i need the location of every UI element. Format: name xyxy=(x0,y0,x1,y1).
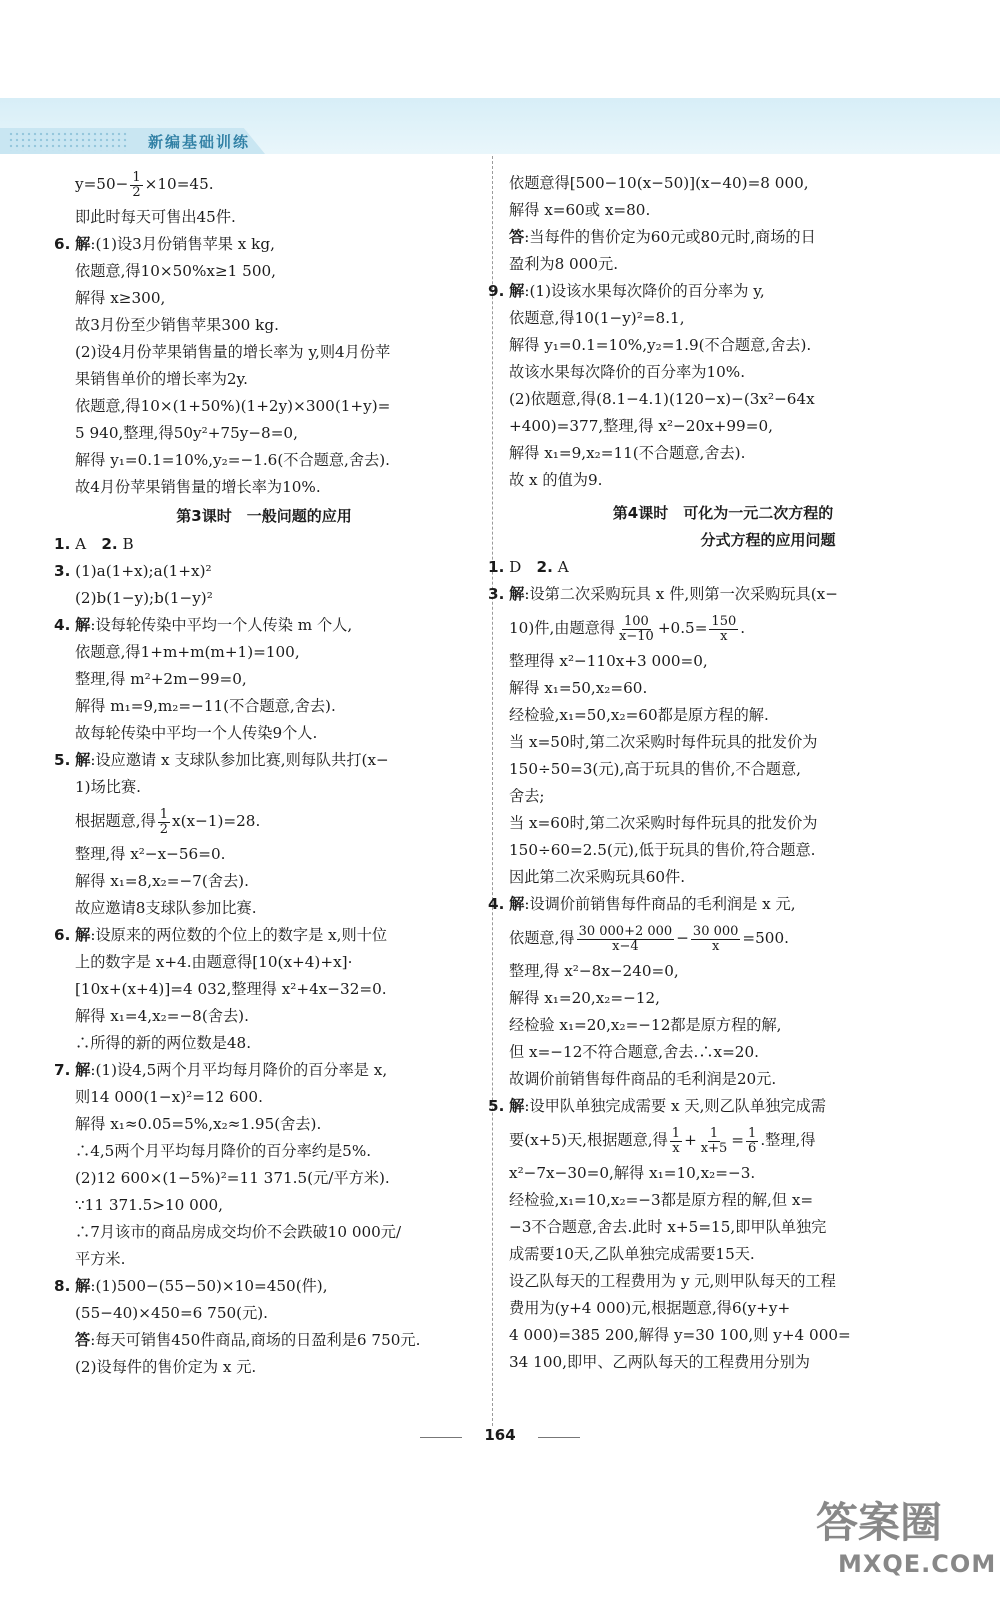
top-margin xyxy=(0,0,1000,98)
text-line: 解得 x₁=9,x₂=11(不合题意,舍去). xyxy=(509,444,746,462)
text-line: 经检验,x₁=50,x₂=60都是原方程的解. xyxy=(509,706,769,724)
text-line: 整理,得 x²−8x−240=0, xyxy=(509,962,679,980)
text-line: 经检验,x₁=10,x₂=−3都是原方程的解,但 x= xyxy=(509,1191,814,1209)
text-line: 解得 x₁=50,x₂=60. xyxy=(509,679,648,697)
section-title-lesson-3: 第3课时 一般问题的应用 xyxy=(176,507,352,525)
header-dot-pattern xyxy=(8,131,128,151)
text-line: 依题意得[500−10(x−50)](x−40)=8 000, xyxy=(509,174,809,192)
text-line: 根据题意,得 $\frac{1}{2}$ x(x−1)=28. xyxy=(75,806,261,837)
text-line: 解得 y₁=0.1=10%,y₂=−1.6(不合题意,舍去). xyxy=(75,451,390,469)
text-line: 故每轮传染中平均一个人传染9个人. xyxy=(75,724,318,742)
fraction: $\frac{30 000+2 000}{x-4}$ xyxy=(578,923,673,954)
text-line: 解得 m₁=9,m₂=−11(不合题意,舍去). xyxy=(75,697,336,715)
text-line: 依题意,得10×(1+50%)(1+2y)×300(1+y)= xyxy=(75,397,391,415)
text-line: 1)场比赛. xyxy=(75,778,141,796)
text-line: 故调价前销售每件商品的毛利润是20元. xyxy=(509,1070,777,1088)
text-line: ∴7月该市的商品房成交均价不会跌破10 000元/ xyxy=(75,1223,402,1241)
text-line: 因此第二次采购玩具60件. xyxy=(509,868,686,886)
text-line: 经检验 x₁=20,x₂=−12都是原方程的解, xyxy=(509,1016,782,1034)
fraction: $\frac{30 000}{x}$ xyxy=(692,923,739,954)
text-line: 依题意,得 $\frac{30 000+2 000}{x-4}$ − $\frac{30 000}{x}$ =500. xyxy=(509,923,789,954)
right-column xyxy=(488,170,918,1376)
text-line: [10x+(x+4)]=4 032,整理得 x²+4x−32=0. xyxy=(75,980,387,998)
text-line: 费用为(y+4 000)元,根据题意,得6(y+y+ xyxy=(509,1299,791,1317)
watermark-logo: 答案圈 xyxy=(816,1498,943,1547)
problem-5: 5. 解:设应邀请 x 支球队参加比赛,则每队共打(x− xyxy=(54,751,389,769)
answer-line: 答:每天可销售450件商品,商场的日盈利是6 750元. xyxy=(75,1331,421,1349)
text-line: 150÷50=3(元),高于玩具的售价,不合题意, xyxy=(509,760,802,778)
text-line: 解得 y₁=0.1=10%,y₂=1.9(不合题意,舍去). xyxy=(509,336,812,354)
problem-5: 5. 解:设甲队单独完成需要 x 天,则乙队单独完成需 xyxy=(488,1097,826,1115)
text-line: 盈利为8 000元. xyxy=(509,255,619,273)
problem-8: 8. 解:(1)500−(55−50)×10=450(件), xyxy=(54,1277,328,1295)
text-line: 当 x=60时,第二次采购时每件玩具的批发价为 xyxy=(509,814,818,832)
text-line: 依题意,得10(1−y)²=8.1, xyxy=(509,309,685,327)
header-title: 新编基础训练 xyxy=(148,133,251,151)
text-line: 要(x+5)天,根据题意,得 $\frac{1}{x}$ + $\frac{1}{x+5}$ = $\frac{1}{6}$ .整理,得 xyxy=(509,1125,816,1156)
problem-4: 4. 解:设调价前销售每件商品的毛利润是 x 元, xyxy=(488,895,796,913)
text-line: 整理,得 m²+2m−99=0, xyxy=(75,670,247,688)
fraction: $\frac{1}{2}$ xyxy=(132,169,141,200)
text-line: 依题意,得1+m+m(m+1)=100, xyxy=(75,643,300,661)
fraction: $\frac{1}{x+5}$ xyxy=(700,1125,728,1156)
text-line: 整理,得 x²−x−56=0. xyxy=(75,845,226,863)
text-line: 解得 x₁=4,x₂=−8(舍去). xyxy=(75,1007,249,1025)
problem-4: 4. 解:设每轮传染中平均一个人传染 m 个人, xyxy=(54,616,353,634)
problem-6: 6. 解:(1)设3月份销售苹果 x kg, xyxy=(54,235,275,253)
text-line: 平方米. xyxy=(75,1250,126,1268)
text-line: ∵11 371.5>10 000, xyxy=(75,1196,223,1214)
fraction: $\frac{1}{2}$ xyxy=(159,806,169,837)
text-line: 故3月份至少销售苹果300 kg. xyxy=(75,316,279,334)
text-line: +400)=377,整理,得 x²−20x+99=0, xyxy=(509,417,773,435)
answer-line: 答:当每件的售价定为60元或80元时,商场的日 xyxy=(509,228,816,246)
fraction: $\frac{1}{6}$ xyxy=(748,1125,757,1156)
text-line: 舍去; xyxy=(509,787,545,805)
text-line: 4 000)=385 200,解得 y=30 100,则 y+4 000= xyxy=(509,1326,851,1344)
problem-7: 7. 解:(1)设4,5两个月平均每月降价的百分率是 x, xyxy=(54,1061,388,1079)
fraction: $\frac{100}{x-10}$ xyxy=(619,613,654,644)
text-line: ∴4,5两个月平均每月降价的百分率约是5%. xyxy=(75,1142,372,1160)
page-number: 164 xyxy=(484,1426,516,1444)
text-line: ∴所得的新的两位数是48. xyxy=(75,1034,252,1052)
answers-1-2: 1. D 2. A xyxy=(488,558,569,576)
fraction: $\frac{1}{x}$ xyxy=(671,1125,681,1156)
text-line: 10)件,由题意得 $\frac{100}{x-10}$ +0.5= $\frac{150}{x}$ . xyxy=(509,613,746,644)
problem-3: 3. 解:设第二次采购玩具 x 件,则第一次采购玩具(x− xyxy=(488,585,838,603)
problem-3: 3. (1)a(1+x);a(1+x)² xyxy=(54,562,212,580)
text-line: (2)设每件的售价定为 x 元. xyxy=(75,1358,257,1376)
text-line: (2)设4月份苹果销售量的增长率为 y,则4月份苹 xyxy=(75,343,391,361)
text-line: 故4月份苹果销售量的增长率为10%. xyxy=(75,478,321,496)
text-line: 设乙队每天的工程费用为 y 元,则甲队每天的工程 xyxy=(509,1272,836,1290)
left-column xyxy=(54,170,474,1381)
text-line: x²−7x−30=0,解得 x₁=10,x₂=−3. xyxy=(509,1164,756,1182)
text-line: 解得 x₁≈0.05=5%,x₂≈1.95(舍去). xyxy=(75,1115,322,1133)
text-line: (2)b(1−y);b(1−y)² xyxy=(75,589,213,607)
text-line: 解得 x₁=20,x₂=−12, xyxy=(509,989,660,1007)
text-line: (55−40)×450=6 750(元). xyxy=(75,1304,269,1322)
text-line: 34 100,即甲、乙两队每天的工程费用分别为 xyxy=(509,1353,810,1371)
text-line: −3不合题意,舍去.此时 x+5=15,即甲队单独完 xyxy=(509,1218,827,1236)
footer-rule-right xyxy=(538,1437,580,1438)
text-line: 则14 000(1−x)²=12 600. xyxy=(75,1088,263,1106)
text-line: 果销售单价的增长率为2y. xyxy=(75,370,248,388)
text-line: (2)依题意,得(8.1−4.1)(120−x)−(3x²−64x xyxy=(509,390,815,408)
text-line: 当 x=50时,第二次采购时每件玩具的批发价为 xyxy=(509,733,818,751)
text-line: y=50− $\frac{1}{2}$ ×10=45. xyxy=(75,169,214,200)
section-title-lesson-4: 第4课时 可化为一元二次方程的 xyxy=(612,504,834,522)
text-line: 整理得 x²−110x+3 000=0, xyxy=(509,652,708,670)
text-line: 即此时每天可售出45件. xyxy=(75,208,236,226)
text-line: 5 940,整理,得50y²+75y−8=0, xyxy=(75,424,298,442)
fraction: $\frac{150}{x}$ xyxy=(711,613,737,644)
text-line: 故 x 的值为9. xyxy=(509,471,603,489)
text-line: 150÷60=2.5(元),低于玩具的售价,符合题意. xyxy=(509,841,816,859)
section-title-lesson-4-line2: 分式方程的应用问题 xyxy=(700,531,836,549)
text-line: 解得 x=60或 x=80. xyxy=(509,201,651,219)
text-line: 解得 x₁=8,x₂=−7(舍去). xyxy=(75,872,249,890)
text-line: 故应邀请8支球队参加比赛. xyxy=(75,899,257,917)
text-line: 成需要10天,乙队单独完成需要15天. xyxy=(509,1245,755,1263)
text-line: 依题意,得10×50%x≥1 500, xyxy=(75,262,276,280)
problem-9: 9. 解:(1)设该水果每次降价的百分率为 y, xyxy=(488,282,765,300)
text-line: 解得 x≥300, xyxy=(75,289,166,307)
problem-6b: 6. 解:设原来的两位数的个位上的数字是 x,则十位 xyxy=(54,926,388,944)
text-line: 但 x=−12不符合题意,舍去.∴x=20. xyxy=(509,1043,759,1061)
text-line: 故该水果每次降价的百分率为10%. xyxy=(509,363,746,381)
text-line: 上的数字是 x+4.由题意得[10(x+4)+x]· xyxy=(75,953,353,971)
watermark-url: MXQE.COM xyxy=(838,1550,997,1578)
text-line: (2)12 600×(1−5%)²=11 371.5(元/平方米). xyxy=(75,1169,390,1187)
answers-1-2: 1. A 2. B xyxy=(54,535,134,553)
